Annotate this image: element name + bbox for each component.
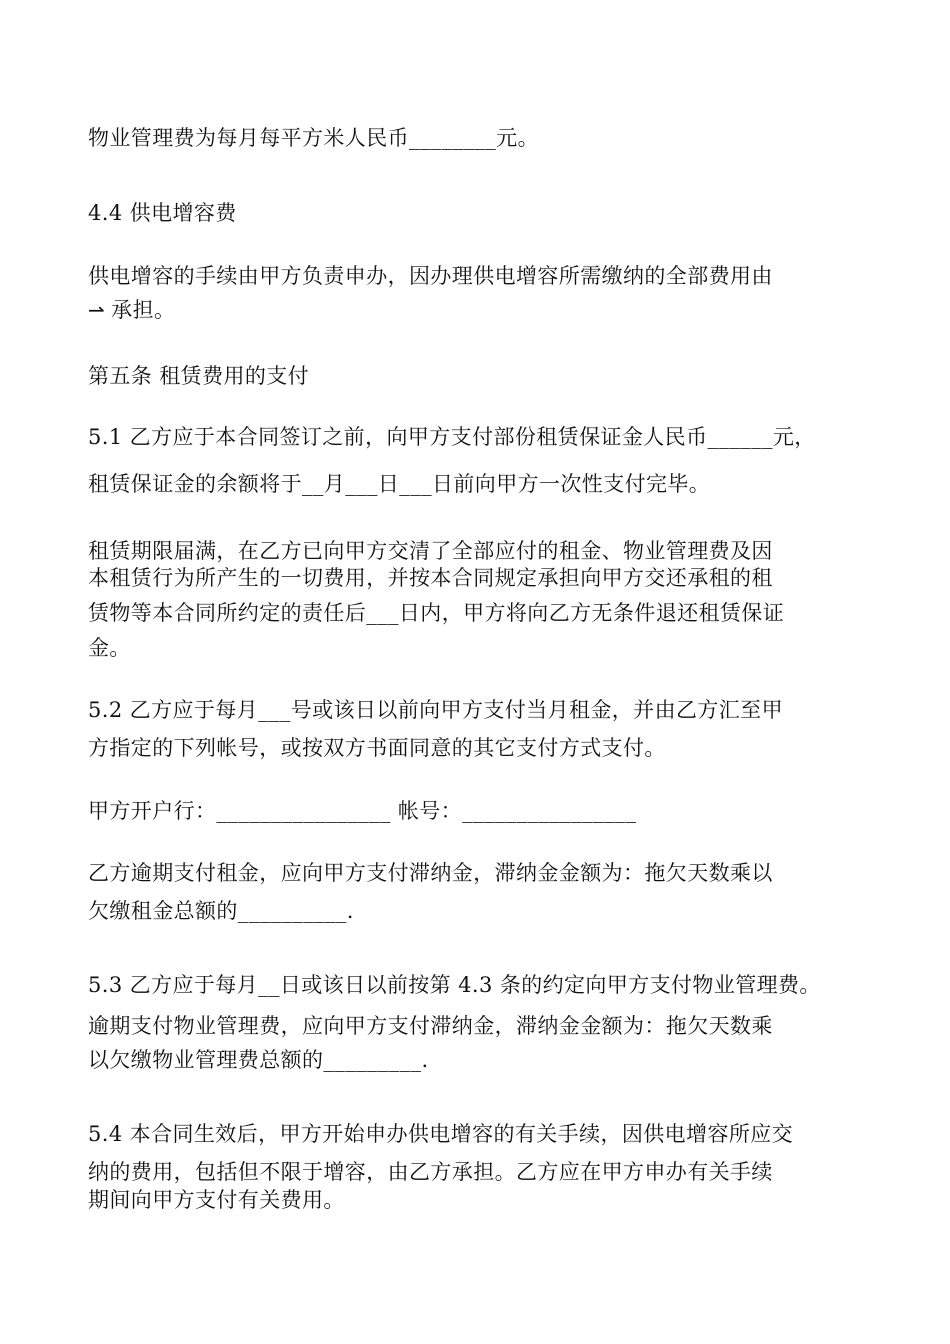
text-line-1-content: 物业管理费为每月每平方米人民币________元。 (88, 126, 539, 150)
clause-5-3-line-3 (88, 1046, 429, 1074)
deposit-paragraph-line-2-text: 本租赁行为所产生的一切费用，并按本合同规定承担向甲方交还承租的租 (88, 566, 773, 590)
text-line-3-content: 供电增容的手续由甲方负责申办，因办理供电增容所需缴纳的全部费用由 (88, 264, 773, 288)
deposit-paragraph-line-1 (88, 537, 773, 565)
clause-5-4-line-3-text: 期间向甲方支付有关费用。 (88, 1188, 345, 1212)
clause-5-3-line-1 (88, 971, 821, 999)
clause-5-3-line-3-text: 以欠缴物业管理费总额的_________. (88, 1048, 429, 1072)
article-heading-5 (88, 362, 309, 390)
right-arrow-icon: ⇀ (88, 298, 106, 322)
deposit-paragraph-line-4-text: 金。 (88, 636, 131, 660)
clause-5-4-line-1-text: 5.4 本合同生效后，甲方开始申办供电增容的有关手续，因供电增容所应交 (88, 1122, 794, 1146)
text-line-4 (88, 296, 175, 324)
clause-5-2-line-2 (88, 734, 666, 762)
text-line-3 (88, 262, 773, 290)
clause-5-1-line-2-text: 租赁保证金的余额将于__月___日___日前向甲方一次性支付完毕。 (88, 472, 711, 496)
bank-account-line-text: 甲方开户行：________________ 帐号：________________ (88, 799, 637, 823)
clause-5-2-line-1-text: 5.2 乙方应于每月___号或该日以前向甲方支付当月租金，并由乙方汇至甲 (88, 698, 783, 722)
clause-5-1-line-1 (88, 423, 816, 451)
clause-5-1-line-1-text: 5.1 乙方应于本合同签订之前，向甲方支付部份租赁保证金人民币______元， (88, 425, 816, 449)
late-rent-line-1 (88, 859, 773, 887)
clause-5-3-line-2 (88, 1012, 773, 1040)
deposit-paragraph-line-4 (88, 634, 131, 662)
clause-5-2-line-2-text: 方指定的下列帐号，或按双方书面同意的其它支付方式支付。 (88, 736, 666, 760)
article-heading-5-text: 第五条 租赁费用的支付 (88, 364, 310, 388)
deposit-paragraph-line-3-text: 赁物等本合同所约定的责任后___日内，甲方将向乙方无条件退还租赁保证 (88, 601, 785, 625)
deposit-paragraph-line-2 (88, 564, 773, 592)
text-line-1 (88, 124, 539, 152)
text-line-4-content: 承担。 (111, 298, 176, 322)
late-rent-line-2 (88, 897, 354, 925)
bank-account-line (88, 797, 636, 825)
deposit-paragraph-line-3 (88, 599, 784, 627)
clause-5-4-line-3 (88, 1186, 345, 1214)
section-heading-4-4 (88, 199, 237, 227)
clause-5-3-line-2-text: 逾期支付物业管理费，应向甲方支付滞纳金，滞纳金金额为：拖欠天数乘 (88, 1014, 773, 1038)
late-rent-line-1-text: 乙方逾期支付租金，应向甲方支付滞纳金，滞纳金金额为：拖欠天数乘以 (88, 861, 773, 885)
late-rent-line-2-text: 欠缴租金总额的__________. (88, 899, 354, 923)
clause-5-1-line-2 (88, 470, 710, 498)
clause-5-4-line-1 (88, 1120, 793, 1148)
clause-5-4-line-2 (88, 1158, 773, 1186)
clause-5-2-line-1 (88, 696, 783, 724)
deposit-paragraph-line-1-text: 租赁期限届满，在乙方已向甲方交清了全部应付的租金、物业管理费及因 (88, 539, 773, 563)
clause-5-4-line-2-text: 纳的费用，包括但不限于增容，由乙方承担。乙方应在甲方申办有关手续 (88, 1160, 773, 1184)
clause-5-3-line-1-text: 5.3 乙方应于每月__日或该日以前按第 4.3 条的约定向甲方支付物业管理费。 (88, 973, 821, 997)
section-heading-4-4-text: 4.4 供电增容费 (88, 201, 237, 225)
